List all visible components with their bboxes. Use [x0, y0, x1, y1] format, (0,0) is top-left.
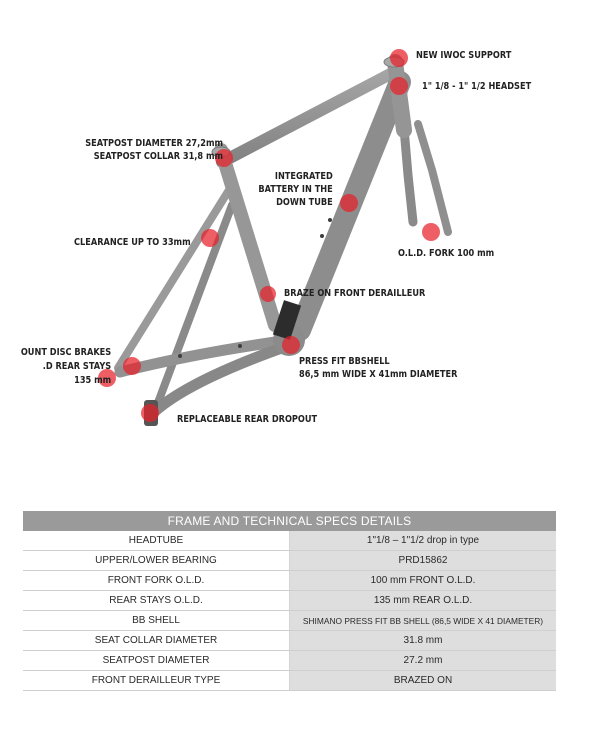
callout-battery: INTEGRATED BATTERY IN THE DOWN TUBE	[258, 171, 333, 208]
specs-header-row	[23, 511, 556, 531]
callout-dropout: REPLACEABLE REAR DROPOUT	[177, 414, 318, 425]
spec-value: BRAZED ON	[290, 671, 557, 691]
fork-left-blade	[404, 128, 413, 222]
spec-value: 1"1/8 – 1"1/2 drop in type	[290, 531, 557, 551]
table-row	[23, 671, 556, 691]
spec-label: SEAT COLLAR DIAMETER	[23, 631, 290, 651]
marker-iwoc	[390, 49, 408, 67]
table-row	[23, 631, 556, 651]
head-tube	[395, 62, 404, 130]
marker-fork	[422, 223, 440, 241]
spec-label: BB SHELL	[23, 611, 290, 631]
spec-value: 100 mm FRONT O.L.D.	[290, 571, 557, 591]
callout-headset: 1" 1/8 - 1" 1/2 HEADSET	[422, 81, 532, 92]
spec-label: FRONT DERAILLEUR TYPE	[23, 671, 290, 691]
callout-braze: BRAZE ON FRONT DERAILLEUR	[284, 288, 426, 299]
marker-headset	[390, 77, 408, 95]
spec-value: SHIMANO PRESS FIT BB SHELL (86,5 WIDE X 41 DIAMETER)	[290, 611, 557, 631]
table-row	[23, 571, 556, 591]
spec-label: REAR STAYS O.L.D.	[23, 591, 290, 611]
spec-value: 27.2 mm	[290, 651, 557, 671]
callout-bbshell: PRESS FIT BBSHELL 86,5 mm WIDE X 41mm DIAMETER	[299, 356, 458, 380]
marker-battery	[340, 194, 358, 212]
marker-dropout	[141, 404, 159, 422]
callout-clearance: CLEARANCE UP TO 33mm	[74, 237, 191, 248]
spec-value: 135 mm REAR O.L.D.	[290, 591, 557, 611]
specs-table	[23, 511, 556, 691]
spec-value: PRD15862	[290, 551, 557, 571]
spec-label: HEADTUBE	[23, 531, 290, 551]
marker-bbshell	[282, 336, 300, 354]
seat-stay	[118, 190, 229, 368]
marker-disc	[123, 357, 141, 375]
spec-label: FRONT FORK O.L.D.	[23, 571, 290, 591]
spec-value: 31.8 mm	[290, 631, 557, 651]
marker-braze	[260, 286, 276, 302]
spec-label: UPPER/LOWER BEARING	[23, 551, 290, 571]
callout-fork: O.L.D. FORK 100 mm	[398, 248, 495, 259]
marker-clearance	[201, 229, 219, 247]
spec-label: SEATPOST DIAMETER	[23, 651, 290, 671]
table-row	[23, 551, 556, 571]
table-row	[23, 531, 556, 551]
table-row	[23, 591, 556, 611]
table-row	[23, 611, 556, 631]
specs-title: FRAME AND TECHNICAL SPECS DETAILS	[23, 511, 556, 531]
callout-disc: OUNT DISC BRAKES .D REAR STAYS 135 mm	[20, 347, 112, 386]
callout-seatpost: SEATPOST DIAMETER 27,2mm SEATPOST COLLAR 31,8 mm	[85, 138, 223, 162]
table-row	[23, 651, 556, 671]
fork-right-blade	[418, 124, 448, 232]
callout-iwoc: NEW IWOC SUPPORT	[416, 50, 512, 61]
